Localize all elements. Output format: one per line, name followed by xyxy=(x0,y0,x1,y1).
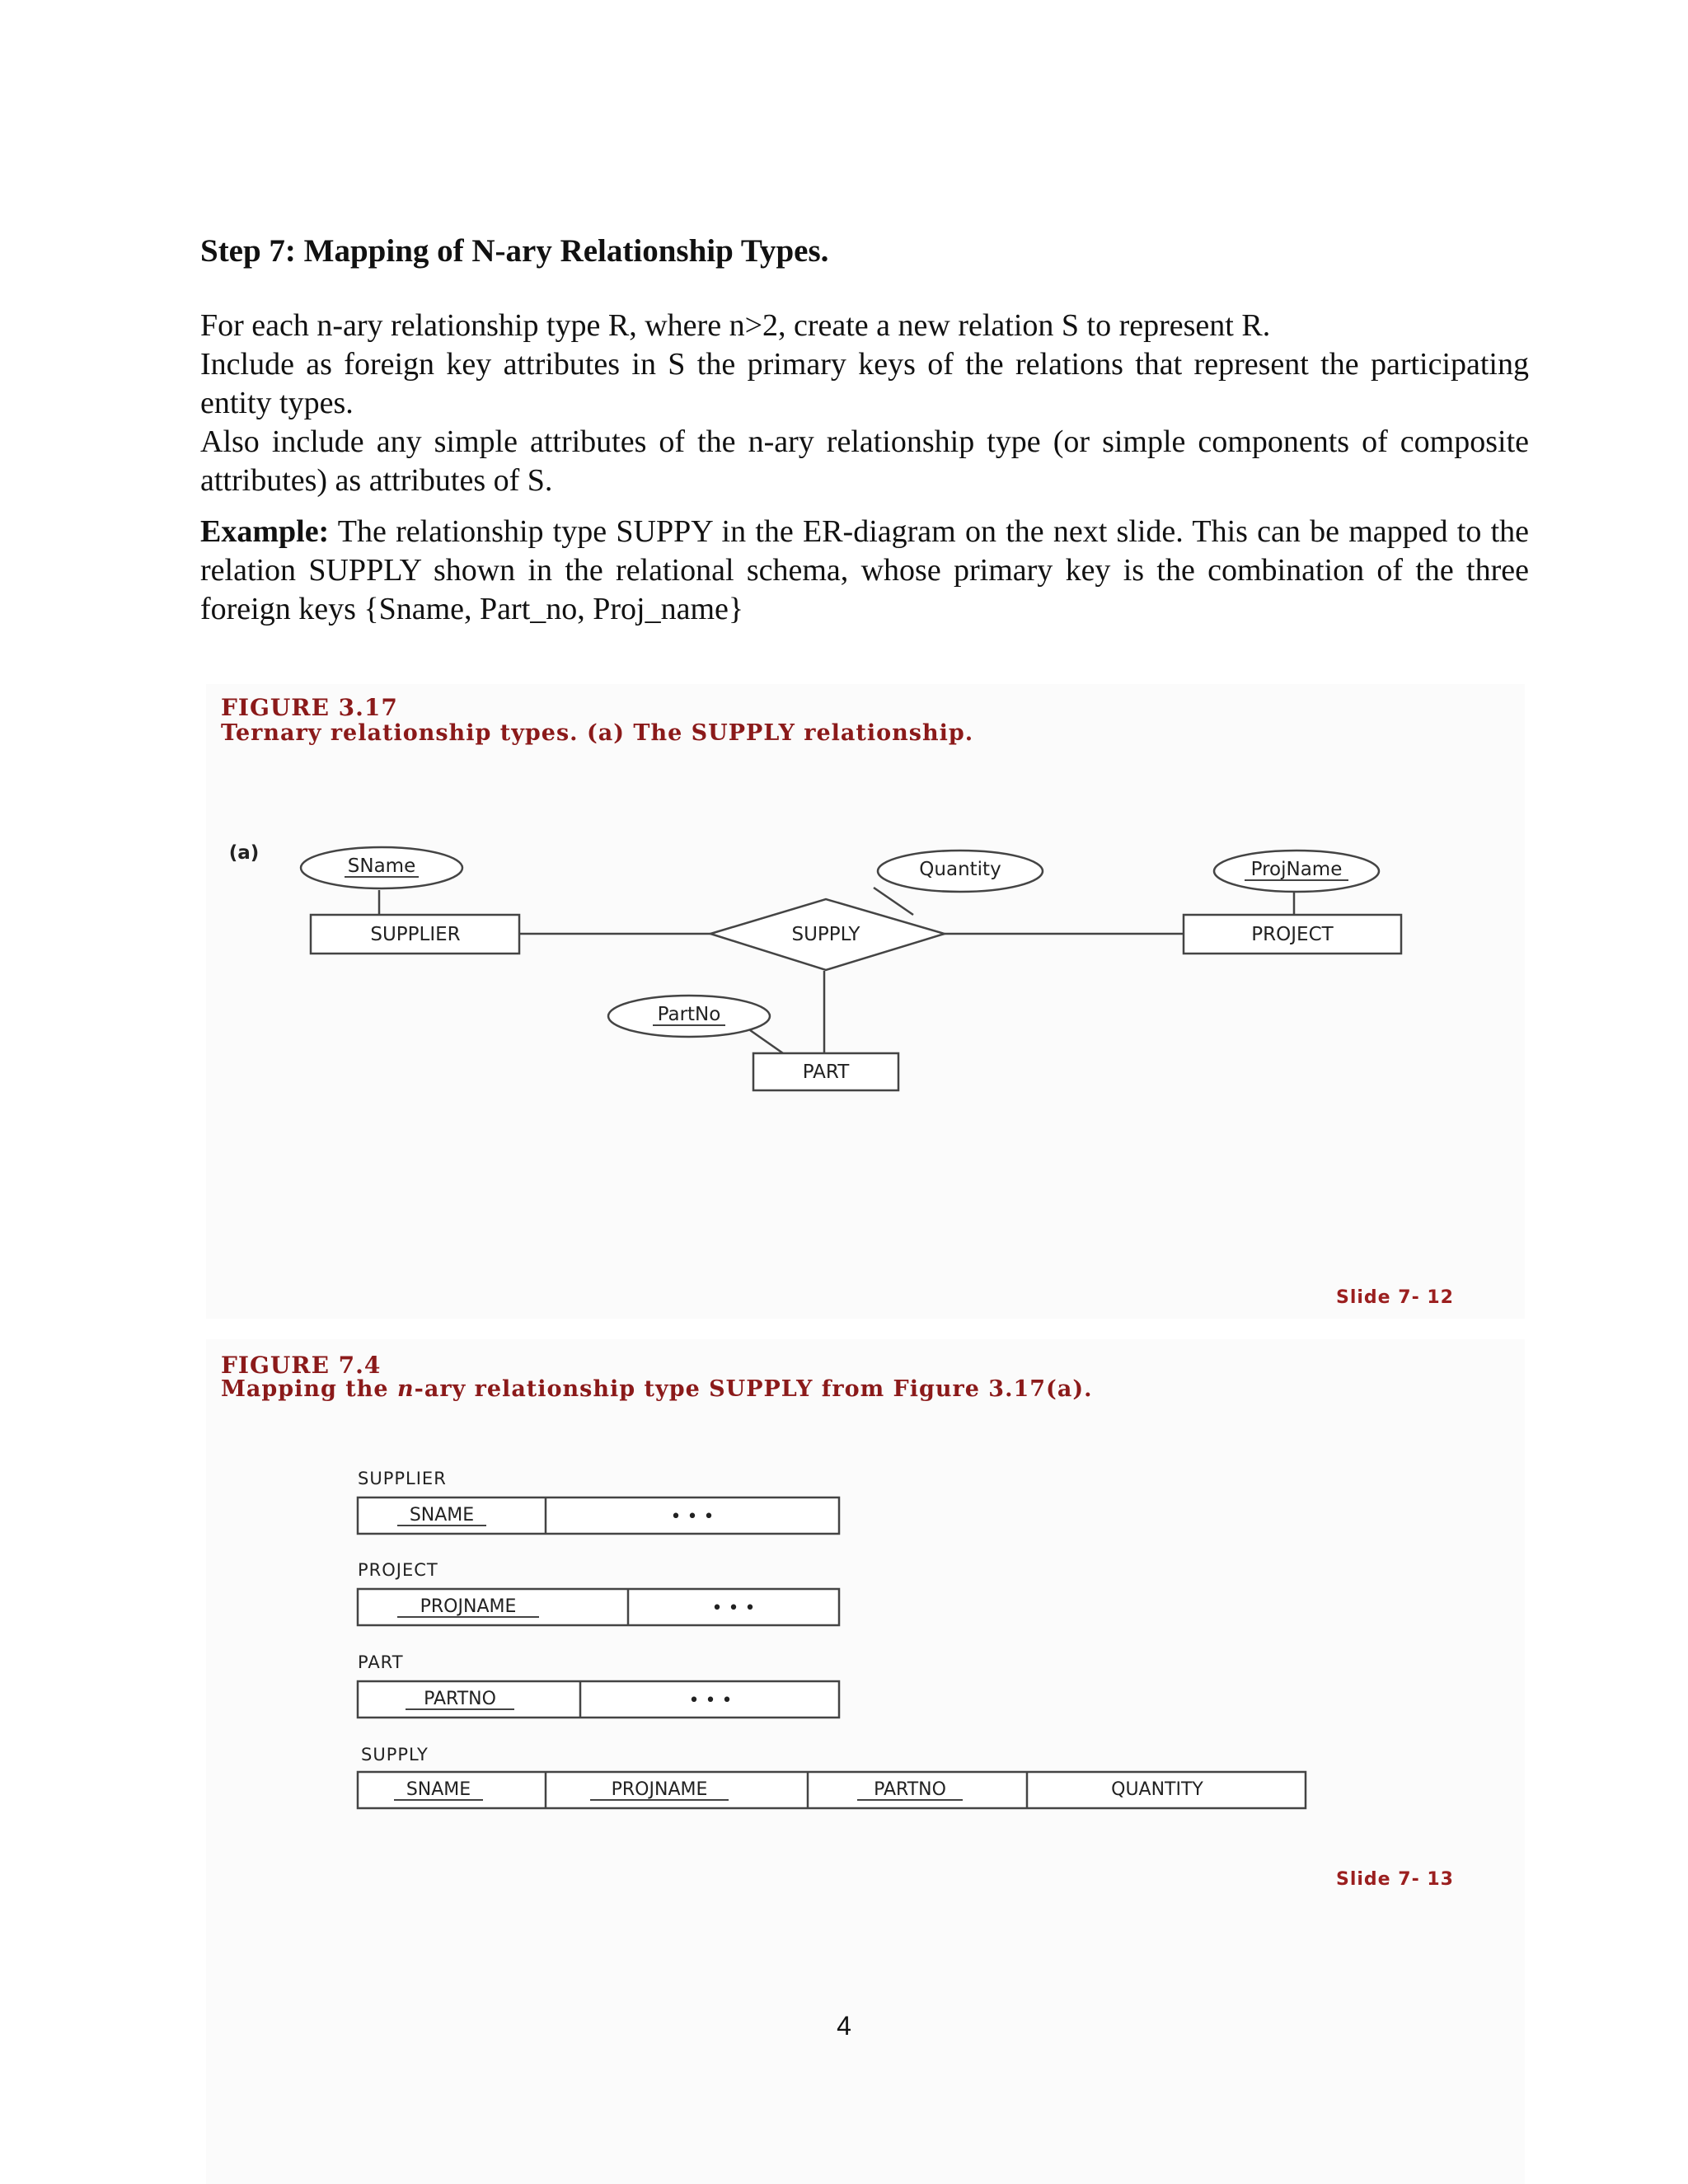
part-label: PART xyxy=(802,1062,850,1083)
quantity-supply-line xyxy=(874,888,913,915)
supply-col-sname: SNAME xyxy=(406,1779,471,1800)
rule-line-3: Also include any simple attributes of the n-ary relationship type (or simple components of composite attributes) as attributes of S. xyxy=(200,424,1529,498)
supply-col-quantity: QUANTITY xyxy=(1111,1779,1203,1800)
figure-7-4-number: FIGURE 7.4 xyxy=(221,1352,382,1379)
project-label: PROJECT xyxy=(1251,924,1334,945)
figure-3-17-caption: Ternary relationship types. (a) The SUPPLY relationship. xyxy=(221,720,974,746)
rule-line-2: Include as foreign key attributes in S the primary keys of the relations that represent the participating entity types. xyxy=(200,347,1529,420)
figure-7-4-caption: Mapping the n-ary relationship type SUPPLY from Figure 3.17(a). xyxy=(221,1376,1093,1402)
partno-label: PartNo xyxy=(657,1004,721,1025)
slide-7-13-label: Slide 7- 13 xyxy=(1336,1869,1454,1890)
supply-col-partno: PARTNO xyxy=(874,1779,946,1800)
supplier-relation-name: SUPPLIER xyxy=(358,1469,447,1488)
projname-label: ProjName xyxy=(1250,859,1343,880)
panel-a-label: (a) xyxy=(228,842,260,864)
supply-relation-name: SUPPLY xyxy=(361,1745,429,1765)
section-heading: Step 7: Mapping of N-ary Relationship Types. xyxy=(200,233,829,269)
supplier-rest-cell: • • • xyxy=(670,1507,715,1527)
project-relation-table xyxy=(356,1587,842,1629)
slide-7-12-label: Slide 7- 12 xyxy=(1336,1287,1454,1308)
project-key-cell: PROJNAME xyxy=(420,1596,517,1617)
part-relation-name: PART xyxy=(358,1652,404,1672)
part-key-cell: PARTNO xyxy=(424,1689,496,1709)
example-label: Example: xyxy=(200,514,330,549)
part-relation-table xyxy=(356,1680,842,1721)
supply-relation-table xyxy=(356,1770,1308,1811)
figure-3-17-number: FIGURE 3.17 xyxy=(221,694,398,721)
example-text: The relationship type SUPPY in the ER-diagram on the next slide. This can be mapped to the relation SUPPLY shown in the relational schema, whose primary key is the combination of the three foreign keys {Sname, Part_no, Proj_name} xyxy=(200,514,1529,626)
quantity-label: Quantity xyxy=(919,859,1001,880)
part-rest-cell: • • • xyxy=(688,1690,733,1711)
partno-part-line xyxy=(750,1030,783,1053)
supply-col-projname: PROJNAME xyxy=(611,1779,708,1800)
supply-label: SUPPLY xyxy=(791,924,860,945)
page-number: 4 xyxy=(837,2011,851,2041)
project-rest-cell: • • • xyxy=(711,1598,756,1619)
supplier-key-cell: SNAME xyxy=(409,1505,475,1526)
project-relation-name: PROJECT xyxy=(358,1560,438,1580)
supplier-label: SUPPLIER xyxy=(370,924,461,945)
sname-label: SName xyxy=(347,855,416,877)
rule-line-1: For each n-ary relationship type R, where n>2, create a new relation S to represent R. xyxy=(200,308,1271,343)
supplier-relation-table xyxy=(356,1496,842,1537)
